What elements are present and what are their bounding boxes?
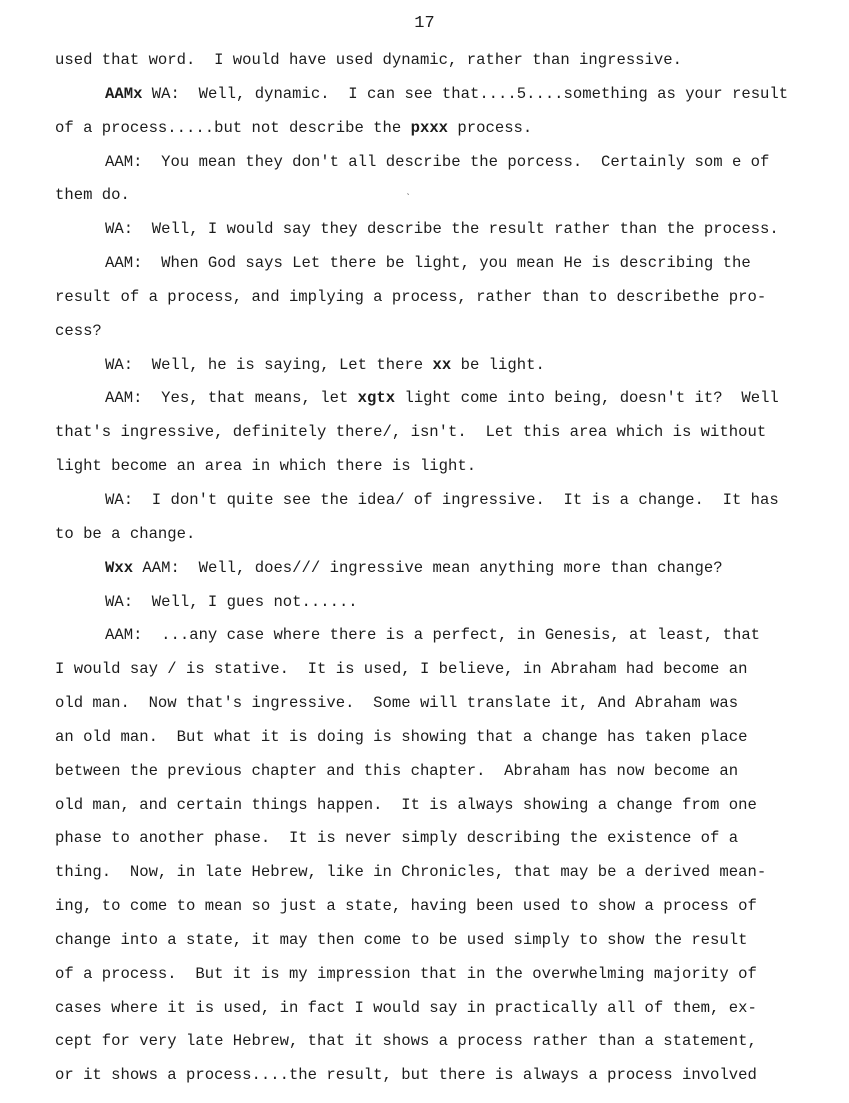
line-text: or it shows a process....the result, but there is always a process involved (55, 1066, 757, 1085)
line-text: to be a change. (55, 524, 196, 543)
line-text: of a process.....but not describe the (55, 118, 411, 137)
text-line (55, 924, 845, 958)
line-text: result of a process, and implying a process, rather than to describethe pro- (55, 287, 767, 306)
text-line (55, 484, 845, 518)
line-text: them do. (55, 186, 130, 205)
text-line (55, 586, 845, 620)
text-line (55, 213, 845, 247)
line-text: process. (448, 118, 533, 137)
line-text: ing, to come to mean so just a state, having been used to show a process of (55, 897, 757, 916)
text-line (55, 281, 845, 315)
line-text: I would say / is stative. It is used, I believe, in Abraham had become an (55, 660, 748, 679)
text-line (55, 518, 845, 552)
line-text: WA: Well, he is saying, Let there (105, 355, 433, 374)
text-line (55, 1025, 845, 1059)
text-line (55, 552, 845, 586)
text-line (55, 44, 845, 78)
line-text: cess? (55, 321, 102, 340)
text-line (55, 856, 845, 890)
line-text: light come into being, doesn't it? Well (395, 389, 779, 408)
line-text: AAM: You mean they don't all describe the porcess. Certainly som e of (105, 152, 770, 171)
text-line (55, 247, 845, 281)
line-text: WA: Well, I gues not...... (105, 592, 358, 611)
line-text: cept for very late Hebrew, that it shows a process rather than a statement, (55, 1032, 757, 1051)
line-text: old man. Now that's ingressive. Some will translate it, And Abraham was (55, 694, 739, 713)
line-text: phase to another phase. It is never simply describing the existence of a (55, 829, 739, 848)
line-text: WA: Well, dynamic. I can see that....5....something as your result (142, 84, 789, 103)
text-line (55, 755, 845, 789)
text-line (55, 112, 845, 146)
text-line (55, 822, 845, 856)
text-line (55, 789, 845, 823)
text-line (55, 687, 845, 721)
line-text: WA: I don't quite see the idea/ of ingressive. It is a change. It has (105, 490, 779, 509)
page-number: 17 (414, 14, 435, 33)
line-text: AAM: Yes, that means, let (105, 389, 358, 408)
line-text: AAM: Well, does/// ingressive mean anything more than change? (133, 558, 723, 577)
text-line (55, 78, 845, 112)
text-line (55, 890, 845, 924)
line-text: AAM: When God says Let there be light, you mean He is describing the (105, 254, 751, 273)
strikeover-text: xgtx (357, 389, 396, 408)
line-text: be light. (451, 355, 545, 374)
strikeover-text: xx (432, 355, 452, 374)
text-line (55, 721, 845, 755)
line-text: light become an area in which there is light. (55, 457, 477, 476)
line-text: change into a state, it may then come to be used simply to show the result (55, 930, 748, 949)
line-text: thing. Now, in late Hebrew, like in Chronicles, that may be a derived mean- (55, 863, 767, 882)
text-line (55, 1059, 845, 1093)
line-text: AAM: ...any case where there is a perfect, in Genesis, at least, that (105, 626, 761, 645)
line-text: of a process. But it is my impression that in the overwhelming majority of (55, 964, 757, 983)
line-text: cases where it is used, in fact I would say in practically all of them, ex- (55, 998, 757, 1017)
line-text: an old man. But what it is doing is showing that a change has taken place (55, 727, 748, 746)
text-line (55, 349, 845, 383)
line-text: that's ingressive, definitely there/, isn't. Let this area which is without (55, 423, 767, 442)
strikeover-text: AAMx (105, 84, 143, 103)
text-line (55, 450, 845, 484)
strikeover-text: pxxx (410, 118, 449, 137)
text-line (55, 416, 845, 450)
line-text: WA: Well, I would say they describe the result rather than the process. (105, 220, 779, 239)
text-line (55, 179, 845, 213)
text-line (55, 653, 845, 687)
text-line (55, 146, 845, 180)
text-line (55, 958, 845, 992)
line-text: old man, and certain things happen. It is always showing a change from one (55, 795, 757, 814)
text-line (55, 619, 845, 653)
text-line (55, 315, 845, 349)
text-line (55, 992, 845, 1026)
strikeover-text: Wxx (105, 558, 134, 577)
line-text: between the previous chapter and this chapter. Abraham has now become an (55, 761, 739, 780)
text-line (55, 382, 845, 416)
line-text: used that word. I would have used dynamic, rather than ingressive. (55, 51, 682, 69)
transcript-body (55, 44, 845, 1093)
stray-mark: ˎ (405, 186, 412, 197)
